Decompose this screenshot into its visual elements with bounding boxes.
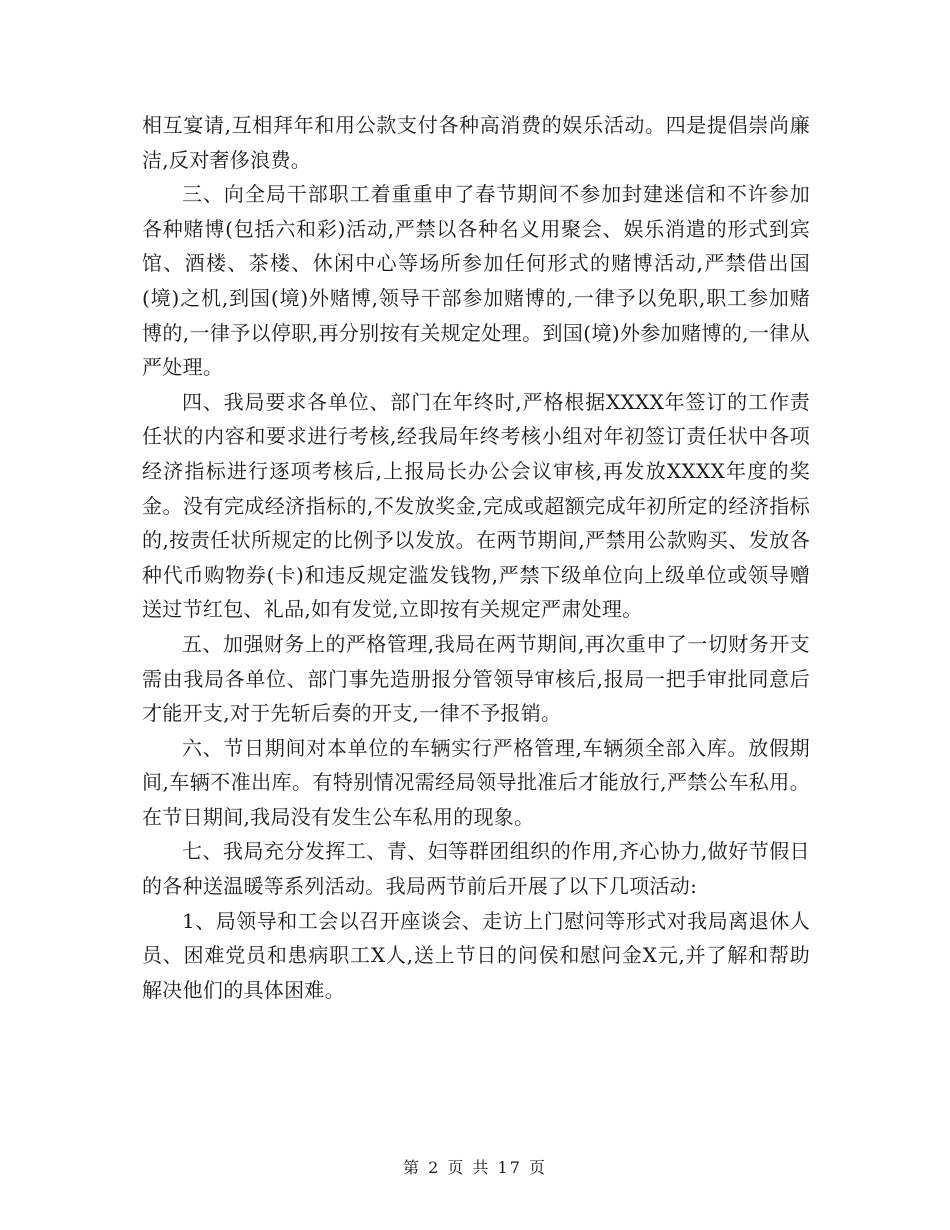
- paragraph-continuation: 相互宴请,互相拜年和用公款支付各种高消费的娱乐活动。四是提倡崇尚廉洁,反对奢侈浪费。: [142, 113, 810, 172]
- document-body: [142, 108, 810, 1007]
- paragraph-item-5: 五、加强财务上的严格管理,我局在两节期间,再次重申了一切财务开支需由我局各单位、部门事先造册报分管领导审核后,报局一把手审批同意后才能开支,对于先斩后奏的开支,一律不予报销。: [142, 631, 810, 726]
- paragraph-item-7: 七、我局充分发挥工、青、妇等群团组织的作用,齐心协力,做好节假日的各种送温暖等系列活动。我局两节前后开展了以下几项活动:: [142, 839, 810, 899]
- paragraph-item-3: 三、向全局干部职工着重重申了春节期间不参加封建迷信和不许参加各种赌博(包括六和彩)活动,严禁以各种名义用聚会、娱乐消遣的形式到宾馆、酒楼、茶楼、休闲中心等场所参加任何形式的赌博活动,严禁借出国(境)之机,到国(境)外赌博,领导干部参加赌博的,一律予以免职,职工参加赌博的,一律予以停职,再分别按有关规定处理。到国(境)外参加赌博的,一律从严处理。: [142, 182, 810, 380]
- paragraph-item-4: 四、我局要求各单位、部门在年终时,严格根据XXXX年签订的工作责任状的内容和要求进行考核,经我局年终考核小组对年初签订责任状中各项经济指标进行逐项考核后,上报局长办公会议审核,再发放XXXX年度的奖金。没有完成经济指标的,不发放奖金,完成或超额完成年初所定的经济指标的,按责任状所规定的比例予以发放。在两节期间,严禁用公款购买、发放各种代币购物券(卡)和违反规定滥发钱物,严禁下级单位向上级单位或领导赠送过节红包、礼品,如有发觉,立即按有关规定严肃处理。: [142, 389, 810, 622]
- paragraph-subitem-1: 1、局领导和工会以召开座谈会、走访上门慰问等形式对我局离退休人员、困难党员和患病职工X人,送上节日的问侯和慰问金X元,并了解和帮助解决他们的具体困难。: [142, 908, 810, 1002]
- page-footer: [0, 1155, 950, 1178]
- paragraph-item-6: 六、节日期间对本单位的车辆实行严格管理,车辆须全部入库。放假期间,车辆不准出库。有特别情况需经局领导批准后才能放行,严禁公车私用。在节日期间,我局没有发生公车私用的现象。: [142, 735, 810, 829]
- page-number-label: 第 2 页 共 17 页: [403, 1158, 547, 1177]
